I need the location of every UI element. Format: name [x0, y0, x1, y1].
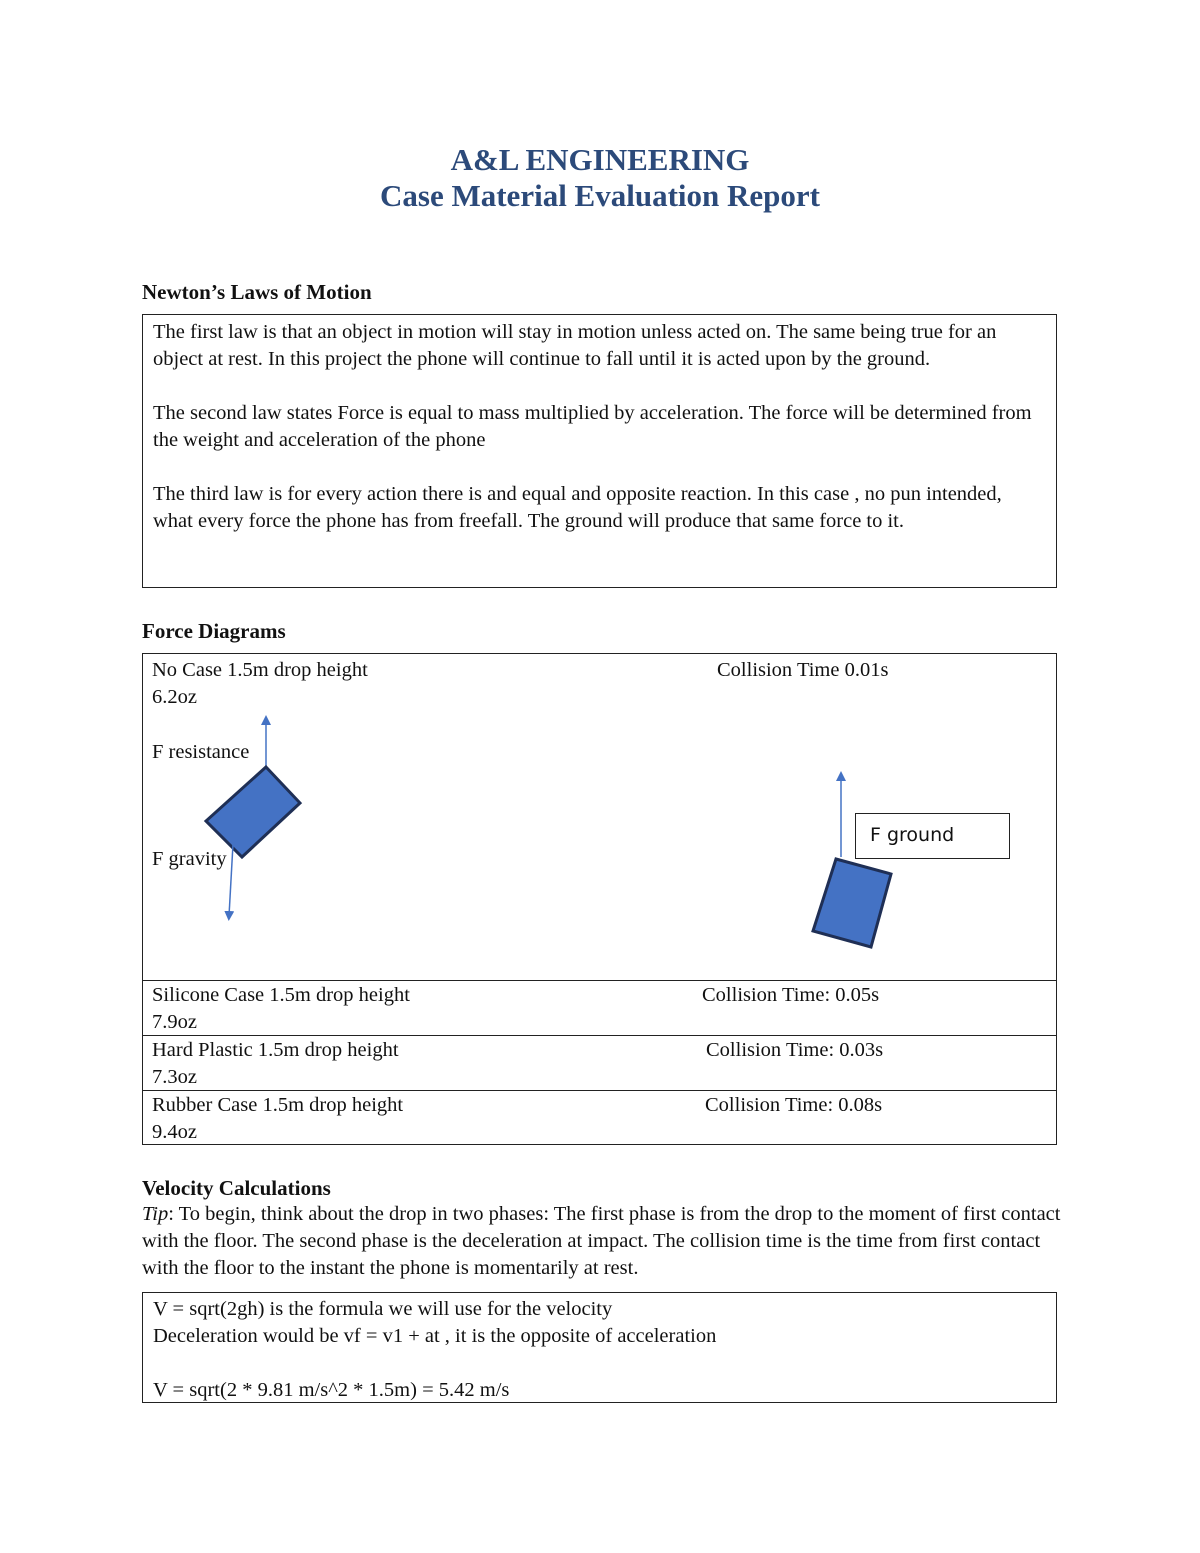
row-collision-time: Collision Time: 0.05s	[702, 984, 880, 1006]
row-collision-time: Collision Time: 0.03s	[706, 1039, 884, 1061]
table-row-silicone	[143, 981, 1056, 1036]
gravity-arrow	[229, 844, 233, 916]
row-title: No Case 1.5m drop height	[152, 659, 368, 681]
table-row-no-case	[143, 654, 1056, 981]
table-row-hard-plastic	[143, 1036, 1056, 1091]
row-title: Silicone Case 1.5m drop height	[152, 984, 410, 1006]
row-weight: 9.4oz	[152, 1121, 197, 1143]
tip-label: Tip	[142, 1203, 169, 1225]
newton-heading: Newton’s Laws of Motion	[142, 280, 372, 304]
row-title: Rubber Case 1.5m drop height	[152, 1094, 404, 1116]
row-weight: 6.2oz	[152, 686, 197, 708]
velocity-tip	[142, 1201, 1062, 1282]
phone-falling-icon	[206, 767, 300, 857]
velocity-result-line: V = sqrt(2 * 9.81 m/s^2 * 1.5m) = 5.42 m/s	[153, 1379, 510, 1401]
force-diagrams-table	[142, 653, 1057, 1145]
velocity-formula-line: V = sqrt(2gh) is the formula we will use for the velocity	[153, 1298, 613, 1320]
phone-impact-icon	[813, 859, 891, 947]
row-weight: 7.3oz	[152, 1066, 197, 1088]
table-row-rubber	[143, 1091, 1056, 1146]
tip-text: : To begin, think about the drop in two phases: The first phase is from the drop to the moment of first contact with the floor. The second phase is the deceleration at impact. The collision time is the time from first contact with the floor to the instant the phone is momentarily at rest.	[142, 1203, 1061, 1279]
f-resistance-label: F resistance	[152, 741, 250, 763]
velocity-heading: Velocity Calculations	[142, 1176, 331, 1200]
f-ground-label: F ground	[855, 813, 1010, 859]
second-law-paragraph: The second law states Force is equal to mass multiplied by acceleration. The force will be determined from the weight and acceleration of the phone	[153, 402, 1032, 451]
company-title: A&L ENGINEERING	[450, 142, 750, 177]
row-collision-time: Collision Time: 0.08s	[705, 1094, 883, 1116]
row-collision-time: Collision Time 0.01s	[717, 659, 889, 681]
force-diagrams-heading: Force Diagrams	[142, 619, 286, 643]
velocity-box	[142, 1292, 1057, 1403]
third-law-paragraph: The third law is for every action there is and equal and opposite reaction. In this case , no pun intended, what every force the phone has from freefall. The ground will produce that same force to it.	[153, 483, 1002, 532]
row-weight: 7.9oz	[152, 1011, 197, 1033]
deceleration-line: Deceleration would be vf = v1 + at , it is the opposite of acceleration	[153, 1325, 717, 1347]
row-title: Hard Plastic 1.5m drop height	[152, 1039, 399, 1061]
report-title: Case Material Evaluation Report	[380, 178, 820, 213]
first-law-paragraph: The first law is that an object in motion will stay in motion unless acted on. The same being true for an object at rest. In this project the phone will continue to fall until it is acted upon by the ground.	[153, 321, 997, 370]
newton-box	[142, 314, 1057, 588]
f-gravity-label: F gravity	[152, 848, 227, 870]
